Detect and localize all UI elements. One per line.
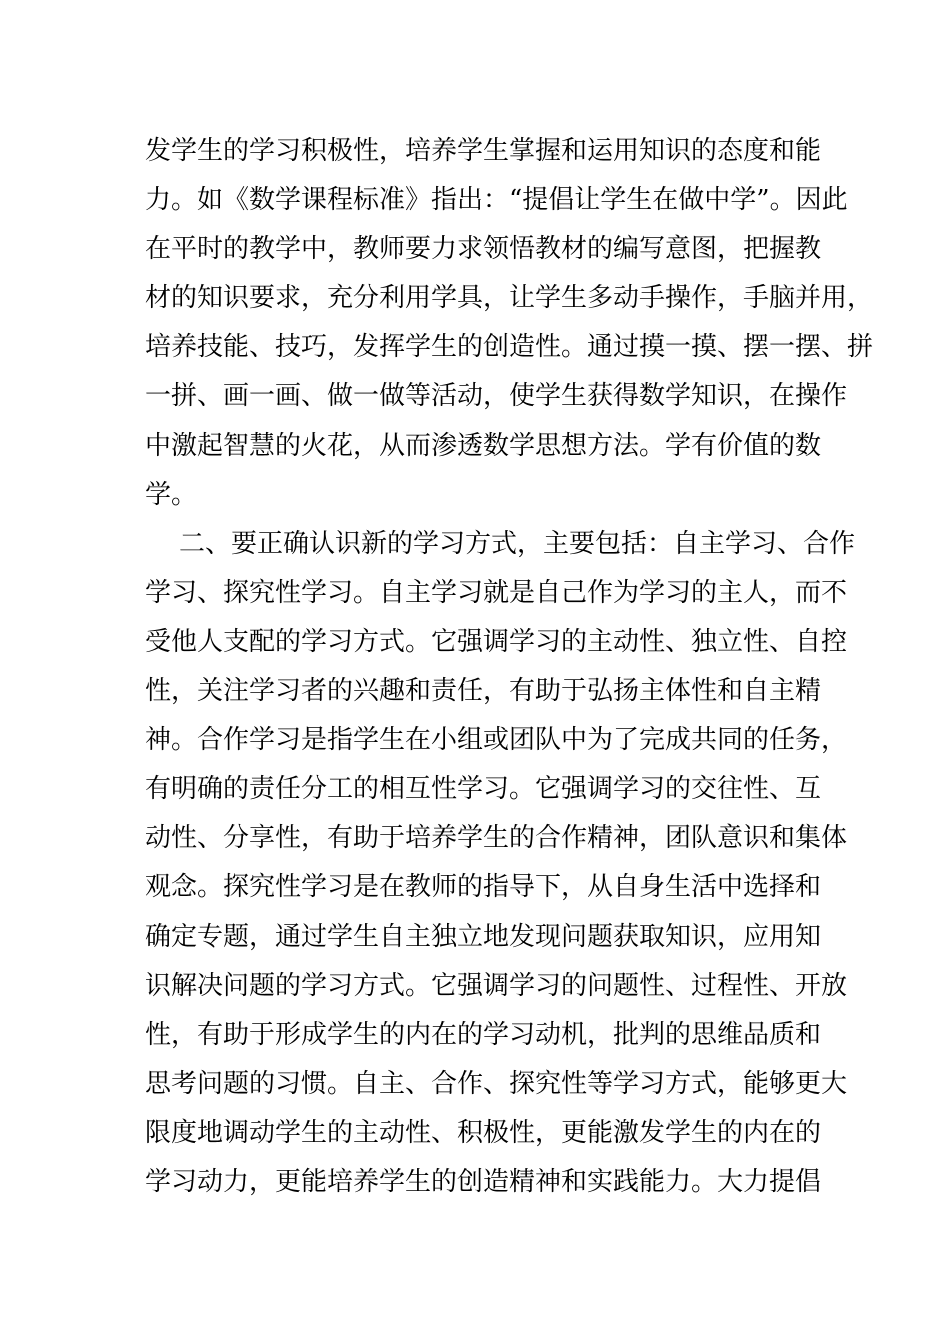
text-line: 思考问题的习惯。自主、合作、探究性等学习方式，能够更大 [145,1068,848,1099]
text-line: 动性、分享性，有助于培养学生的合作精神，团队意识和集体 [145,823,848,854]
text-line: 学习、探究性学习。自主学习就是自己作为学习的主人，而不 [145,577,848,608]
text-line: 一拼、画一画、做一做等活动，使学生获得数学知识，在操作 [145,381,848,412]
text-line: 在平时的教学中，教师要力求领悟教材的编写意图，把握教 [145,234,822,265]
text-line: 性，有助于形成学生的内在的学习动机，批判的思维品质和 [145,1019,822,1050]
text-line: 性，关注学习者的兴趣和责任，有助于弘扬主体性和自主精 [145,676,822,707]
text-line: 神。合作学习是指学生在小组或团队中为了完成共同的任务， [145,725,848,756]
text-line: 学习动力，更能培养学生的创造精神和实践能力。大力提倡 [145,1166,822,1197]
text-line: 有明确的责任分工的相互性学习。它强调学习的交往性、互 [145,774,822,805]
text-line: 学。 [145,479,198,510]
text-line: 培养技能、技巧，发挥学生的创造性。通过摸一摸、摆一摆、拼 [145,332,874,363]
text-line: 二、要正确认识新的学习方式，主要包括：自主学习、合作 [179,528,856,559]
text-line: 观念。探究性学习是在教师的指导下，从自身生活中选择和 [145,872,822,903]
text-line: 限度地调动学生的主动性、积极性，更能激发学生的内在的 [145,1117,822,1148]
text-line: 受他人支配的学习方式。它强调学习的主动性、独立性、自控 [145,626,848,657]
text-line: 材的知识要求，充分利用学具，让学生多动手操作，手脑并用， [145,283,874,314]
text-line: 发学生的学习积极性，培养学生掌握和运用知识的态度和能 [145,136,822,166]
body-text [145,127,874,1207]
text-line: 力。如《数学课程标准》指出：“提倡让学生在做中学”。因此 [145,185,848,216]
text-line: 识解决问题的学习方式。它强调学习的问题性、过程性、开放 [145,970,848,1001]
text-line: 确定专题，通过学生自主独立地发现问题获取知识，应用知 [145,921,822,952]
text-line: 中激起智慧的火花，从而渗透数学思想方法。学有价值的数 [145,430,822,461]
